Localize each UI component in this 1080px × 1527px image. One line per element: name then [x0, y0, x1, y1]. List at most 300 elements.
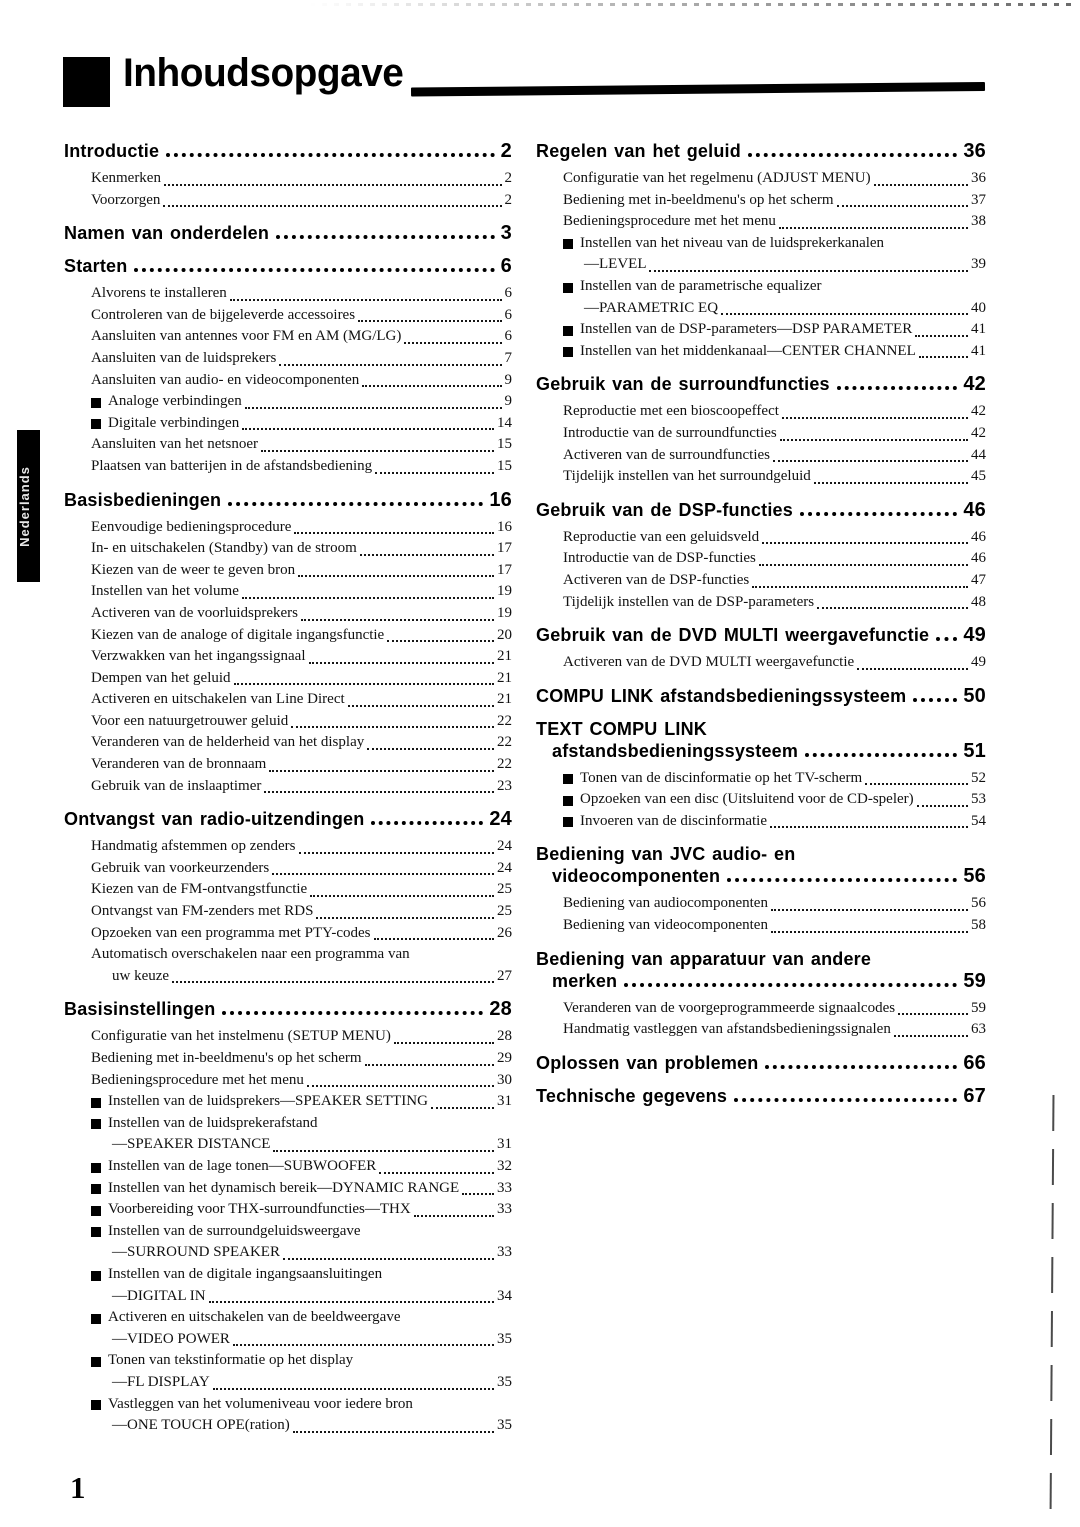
toc-section [536, 499, 986, 613]
toc-item [536, 401, 986, 423]
toc-heading-line [536, 948, 986, 970]
square-bullet-icon [563, 239, 573, 249]
square-bullet-icon [91, 1206, 101, 1216]
toc-item-text: Kenmerken [91, 170, 161, 186]
leader-dots [222, 1011, 483, 1015]
toc-item [536, 168, 986, 190]
toc-item [536, 211, 986, 233]
toc-item [64, 581, 512, 603]
toc-heading-line [536, 499, 986, 521]
toc-item-line [91, 190, 512, 212]
toc-item-text: Activeren van de DSP-functies [563, 571, 750, 588]
toc-section-heading [536, 948, 986, 992]
toc-heading-line [536, 624, 986, 646]
toc-item-text: Veranderen van de bronnaam [91, 756, 267, 773]
toc-item-page-number: 24 [497, 838, 512, 855]
toc-heading-page-number: 16 [489, 488, 512, 511]
toc-item [536, 998, 986, 1020]
leader-dots [166, 153, 494, 157]
toc-item-text: Voorzorgen [91, 191, 161, 208]
toc-item-line [563, 652, 986, 674]
toc-item-line [563, 789, 986, 811]
toc-section [64, 140, 512, 211]
toc-item [536, 789, 986, 811]
leader-dots [230, 299, 502, 301]
toc-item-line [91, 625, 512, 647]
toc-heading-line [64, 255, 512, 277]
toc-item [536, 423, 986, 445]
toc-heading-line [536, 740, 986, 762]
toc-item-page-number: 22 [497, 712, 512, 729]
leader-dots [283, 1258, 494, 1260]
toc-item-text: Aansluiten van de luidsprekers [91, 349, 277, 366]
toc-item [536, 190, 986, 212]
toc-section-heading [536, 843, 986, 887]
toc-item [64, 879, 512, 901]
toc-item-line [91, 1329, 512, 1351]
toc-item-line [91, 1178, 512, 1200]
toc-item-text: Instellen van de luidsprekerafstand [108, 1114, 318, 1131]
toc-section-heading [536, 1085, 986, 1107]
toc-item-line [563, 811, 986, 833]
toc-item-line [91, 1156, 512, 1178]
leader-dots [264, 791, 494, 793]
toc-item-text: Analoge verbindingen [108, 393, 242, 410]
leader-dots [874, 184, 968, 186]
toc-heading-text: Regelen van het geluid [536, 141, 741, 161]
toc-item-page-number: 37 [971, 191, 986, 208]
square-bullet-icon [91, 1271, 101, 1281]
toc-item-line [91, 901, 512, 923]
toc-item-page-number: 39 [971, 256, 986, 273]
toc-item-text: Bediening met in-beeldmenu's op het scherm [563, 191, 834, 208]
toc-item [536, 341, 986, 363]
title-square-icon [63, 57, 110, 107]
leader-dots [273, 1150, 494, 1152]
toc-item [64, 732, 512, 754]
toc-item-text: Instellen van de lage tonen—SUBWOOFER [108, 1157, 377, 1174]
leader-dots [261, 450, 494, 452]
toc-item-text: Configuratie van het regelmenu (ADJUST MENU) [563, 170, 871, 186]
toc-item-line [563, 527, 986, 549]
leader-dots [431, 1107, 494, 1109]
leader-dots [294, 532, 494, 534]
toc-item-text: Aansluiten van het netsnoer [91, 436, 259, 453]
toc-item-text: Activeren van de DVD MULTI weergavefunctie [563, 654, 855, 671]
toc-item [536, 1019, 986, 1041]
toc-item-text: Automatisch overschakelen naar een programma van [91, 946, 410, 963]
toc-item-text: Gebruik van voorkeurzenders [91, 859, 270, 876]
toc-item-line [563, 401, 986, 423]
toc-item-text: Tijdelijk instellen van het surroundgeluid [563, 468, 811, 485]
leader-dots [272, 873, 494, 875]
leader-dots [782, 417, 968, 419]
toc-item-text: Activeren en uitschakelen van Line Direct [91, 691, 345, 708]
toc-heading-line [536, 865, 986, 887]
toc-item-page-number: 6 [504, 328, 512, 345]
toc-heading-line [536, 685, 986, 707]
toc-item-line [563, 423, 986, 445]
toc-item-text: Vastleggen van het volumeniveau voor iedere bron [108, 1395, 413, 1412]
toc-heading-page-number: 6 [500, 255, 512, 278]
toc-item-line [91, 879, 512, 901]
toc-item-page-number: 45 [971, 468, 986, 485]
toc-item-line [563, 276, 986, 298]
toc-item-line [91, 1048, 512, 1070]
toc-item-page-number: 6 [504, 285, 512, 302]
square-bullet-icon [91, 1163, 101, 1173]
leader-dots [734, 1098, 957, 1102]
toc-item [536, 893, 986, 915]
toc-item-page-number: 46 [971, 550, 986, 567]
toc-item-text: In- en uitschakelen (Standby) van de stroom [91, 540, 357, 557]
leader-dots [375, 472, 494, 474]
toc-item-line [91, 1091, 512, 1113]
toc-heading-text: Bediening van JVC audio- en [536, 844, 796, 865]
leader-dots [771, 909, 968, 911]
page-title: Inhoudsopgave [123, 51, 404, 95]
toc-item-line [91, 858, 512, 880]
toc-item-page-number: 19 [497, 604, 512, 621]
toc-item-line [91, 1113, 512, 1135]
leader-dots [752, 586, 968, 588]
leader-dots [365, 1064, 494, 1066]
square-bullet-icon [91, 1314, 101, 1324]
toc-section [536, 373, 986, 487]
toc-section-heading [536, 373, 986, 395]
toc-item-text: uw keuze [112, 967, 170, 984]
toc-item-page-number: 28 [497, 1028, 512, 1045]
leader-dots [310, 895, 494, 897]
toc-item-page-number: 2 [504, 191, 512, 208]
toc-heading-page-number: 42 [963, 373, 986, 396]
toc-section [64, 808, 512, 987]
toc-item-text: Introductie van de surroundfuncties [563, 424, 777, 441]
leader-dots [913, 698, 957, 702]
toc-item-page-number: 41 [971, 321, 986, 338]
toc-item [64, 625, 512, 647]
toc-item-text: Handmatig vastleggen van afstandsbedieningssignalen [563, 1021, 891, 1038]
toc-item-line [91, 305, 512, 327]
toc-section-heading [64, 222, 512, 244]
toc-item-line [563, 445, 986, 467]
toc-item [64, 1156, 512, 1178]
toc-item-line [563, 254, 986, 276]
toc-item-page-number: 24 [497, 859, 512, 876]
toc-section [536, 948, 986, 1041]
toc-item-page-number: 32 [497, 1157, 512, 1174]
page-header [63, 51, 985, 111]
toc-item-line [91, 581, 512, 603]
leader-dots [936, 637, 957, 641]
toc-item-text: Reproductie met een bioscoopeffect [563, 403, 779, 420]
leader-dots [134, 268, 494, 272]
toc-heading-text: Namen van onderdelen [64, 223, 270, 244]
toc-section-heading [536, 624, 986, 646]
leader-dots [234, 683, 494, 685]
toc-section-heading [64, 808, 512, 830]
toc-heading-line [64, 222, 512, 244]
toc-item-line [563, 893, 986, 915]
toc-item-line [91, 1199, 512, 1221]
square-bullet-icon [91, 1184, 101, 1194]
toc-item-text: Ontvangst van FM-zenders met RDS [91, 903, 314, 920]
leader-dots [771, 931, 968, 933]
toc-section [536, 843, 986, 936]
toc-section [64, 222, 512, 244]
toc-heading-line [64, 140, 512, 162]
leader-dots [245, 407, 502, 409]
toc-item [536, 466, 986, 488]
toc-heading-page-number: 49 [963, 624, 986, 647]
toc-item [536, 592, 986, 614]
toc-item [64, 901, 512, 923]
leader-dots [387, 640, 494, 642]
square-bullet-icon [91, 1357, 101, 1367]
toc-item-line [91, 1134, 512, 1156]
toc-item-line [91, 1242, 512, 1264]
leader-dots [228, 502, 483, 506]
toc-heading-text: Bediening van apparatuur van andere [536, 948, 872, 969]
toc-item [536, 811, 986, 833]
toc-heading-page-number: 2 [500, 140, 512, 162]
toc-section [536, 140, 986, 362]
toc-item-line [563, 570, 986, 592]
toc-item-page-number: 41 [971, 342, 986, 359]
scan-artifact-right-line [1050, 1095, 1055, 1520]
leader-dots [721, 313, 968, 315]
toc-item-line [91, 732, 512, 754]
toc-heading-page-number: 51 [963, 739, 986, 762]
toc-section-heading [536, 685, 986, 707]
toc-item [64, 944, 512, 987]
toc-item [64, 1199, 512, 1221]
toc-item [64, 1350, 512, 1393]
toc-item-page-number: 6 [504, 306, 512, 323]
toc-item-line [91, 1372, 512, 1394]
language-side-tab [17, 430, 40, 582]
toc-item-text: —SURROUND SPEAKER [112, 1244, 280, 1261]
toc-item [536, 548, 986, 570]
toc-item [64, 668, 512, 690]
leader-dots [865, 783, 968, 785]
toc-item-text: Opzoeken van een programma met PTY-codes [91, 924, 371, 941]
toc-item-text: Tonen van tekstinformatie op het display [108, 1352, 354, 1369]
toc-item [64, 560, 512, 582]
toc-heading-page-number: 59 [963, 969, 986, 992]
toc-item-line [563, 341, 986, 363]
toc-item [64, 1070, 512, 1092]
toc-item-line [563, 211, 986, 233]
toc-item-text: Kiezen van de weer te geven bron [91, 561, 296, 578]
toc-item-text: Alvorens te installeren [91, 285, 227, 302]
toc-item-line [91, 391, 512, 413]
toc-item [64, 836, 512, 858]
toc-section [64, 998, 512, 1436]
leader-dots [780, 439, 968, 441]
toc-item-line [91, 689, 512, 711]
toc-item-line [91, 646, 512, 668]
toc-item [64, 283, 512, 305]
scan-artifact-top-dashes [310, 3, 1074, 6]
toc-heading-text: Gebruik van de DSP-functies [536, 499, 793, 520]
toc-item-page-number: 14 [497, 414, 512, 431]
toc-item-page-number: 17 [497, 561, 512, 578]
toc-item [64, 1307, 512, 1350]
leader-dots [748, 153, 957, 157]
toc-section-heading [536, 1052, 986, 1074]
title-rule-bar [411, 82, 985, 97]
leader-dots [915, 335, 968, 337]
toc-item-text: Bedieningsprocedure met het menu [91, 1071, 304, 1088]
toc-section [536, 624, 986, 674]
toc-item [64, 305, 512, 327]
toc-section [64, 255, 512, 477]
toc-item-page-number: 15 [497, 436, 512, 453]
square-bullet-icon [563, 774, 573, 784]
toc-item-line [563, 466, 986, 488]
toc-heading-text: videocomponenten [552, 866, 721, 887]
toc-section [64, 489, 512, 798]
square-bullet-icon [563, 283, 573, 293]
language-side-tab-label: Nederlands [17, 465, 32, 547]
leader-dots [773, 460, 968, 462]
toc-item-line [91, 711, 512, 733]
toc-item-page-number: 25 [497, 903, 512, 920]
leader-dots [404, 342, 501, 344]
toc-item [64, 434, 512, 456]
toc-item-text: Voorbereiding voor THX-surroundfuncties—THX [108, 1201, 411, 1218]
toc-heading-text: COMPU LINK afstandsbedieningssysteem [536, 685, 907, 706]
leader-dots [770, 826, 968, 828]
toc-item [536, 915, 986, 937]
toc-section-heading [64, 255, 512, 277]
leader-dots [727, 878, 957, 882]
toc-item [64, 754, 512, 776]
leader-dots [360, 554, 494, 556]
toc-item-page-number: 42 [971, 403, 986, 420]
leader-dots [242, 597, 494, 599]
leader-dots [242, 428, 494, 430]
leader-dots [213, 1388, 494, 1390]
toc-item-page-number: 59 [971, 999, 986, 1016]
toc-item-line [91, 1264, 512, 1286]
toc-section-heading [64, 489, 512, 511]
toc-column-left [64, 140, 512, 1437]
toc-item-line [91, 560, 512, 582]
toc-item-line [91, 370, 512, 392]
toc-item-page-number: 52 [971, 769, 986, 786]
toc-item-line [563, 548, 986, 570]
leader-dots [919, 356, 968, 358]
toc-item-line [91, 668, 512, 690]
toc-heading-page-number: 56 [963, 865, 986, 888]
leader-dots [164, 184, 502, 186]
toc-item-line [91, 348, 512, 370]
toc-item-text: Opzoeken van een disc (Uitsluitend voor de CD-speler) [580, 791, 914, 808]
leader-dots [837, 386, 958, 390]
toc-item-line [563, 592, 986, 614]
toc-item-page-number: 30 [497, 1071, 512, 1088]
toc-item-text: Instellen van het dynamisch bereik—DYNAMIC RANGE [108, 1179, 460, 1196]
toc-item-text: —SPEAKER DISTANCE [112, 1136, 271, 1153]
toc-heading-line [536, 970, 986, 992]
toc-item-line [91, 283, 512, 305]
leader-dots [649, 270, 968, 272]
leader-dots [362, 385, 501, 387]
toc-item [536, 233, 986, 276]
toc-section [536, 1052, 986, 1074]
leader-dots [358, 320, 501, 322]
toc-item-line [91, 944, 512, 966]
toc-item-page-number: 20 [497, 626, 512, 643]
toc-item-text: Handmatig afstemmen op zenders [91, 838, 296, 855]
square-bullet-icon [563, 347, 573, 357]
toc-item-line [563, 298, 986, 320]
leader-dots [276, 235, 495, 239]
toc-heading-line [536, 718, 986, 740]
leader-dots [209, 1301, 494, 1303]
toc-item [64, 1026, 512, 1048]
toc-heading-page-number: 3 [500, 222, 512, 245]
toc-item-line [91, 517, 512, 539]
leader-dots [269, 770, 494, 772]
leader-dots [233, 1344, 494, 1346]
toc-item-page-number: 49 [971, 654, 986, 671]
toc-section-heading [64, 998, 512, 1020]
toc-item-line [91, 538, 512, 560]
toc-item-line [563, 168, 986, 190]
toc-item [64, 1113, 512, 1156]
toc-item-text: Voor een natuurgetrouwer geluid [91, 712, 289, 729]
square-bullet-icon [91, 398, 101, 408]
toc-item-text: Bediening met in-beeldmenu's op het scherm [91, 1050, 362, 1066]
toc-heading-line [536, 140, 986, 162]
toc-item-text: —DIGITAL IN [112, 1287, 206, 1304]
toc-item-page-number: 33 [497, 1179, 512, 1196]
toc-item-line [91, 434, 512, 456]
toc-item [64, 1178, 512, 1200]
leader-dots [414, 1215, 494, 1217]
square-bullet-icon [563, 326, 573, 336]
toc-item [64, 646, 512, 668]
toc-heading-page-number: 66 [963, 1051, 986, 1074]
toc-item-page-number: 35 [497, 1330, 512, 1347]
toc-item [536, 527, 986, 549]
toc-item-line [563, 768, 986, 790]
square-bullet-icon [563, 796, 573, 806]
toc-item-line [91, 1026, 512, 1048]
toc-item-page-number: 9 [504, 371, 512, 388]
toc-item [64, 391, 512, 413]
toc-heading-line [64, 998, 512, 1020]
leader-dots [291, 726, 494, 728]
toc-heading-line [64, 808, 512, 830]
toc-item-text: Verzwakken van het ingangssignaal [91, 648, 306, 665]
toc-item [64, 326, 512, 348]
toc-heading-text: Technische gegevens [536, 1085, 728, 1106]
toc-heading-text: Starten [64, 256, 128, 277]
leader-dots [379, 1172, 494, 1174]
toc-heading-page-number: 24 [489, 808, 512, 831]
toc-heading-text: Oplossen van problemen [536, 1052, 759, 1073]
toc-item [64, 1091, 512, 1113]
toc-item-page-number: 22 [497, 734, 512, 751]
toc-item [64, 603, 512, 625]
toc-heading-page-number: 46 [963, 498, 986, 521]
toc-item-line [563, 915, 986, 937]
leader-dots [800, 512, 957, 516]
